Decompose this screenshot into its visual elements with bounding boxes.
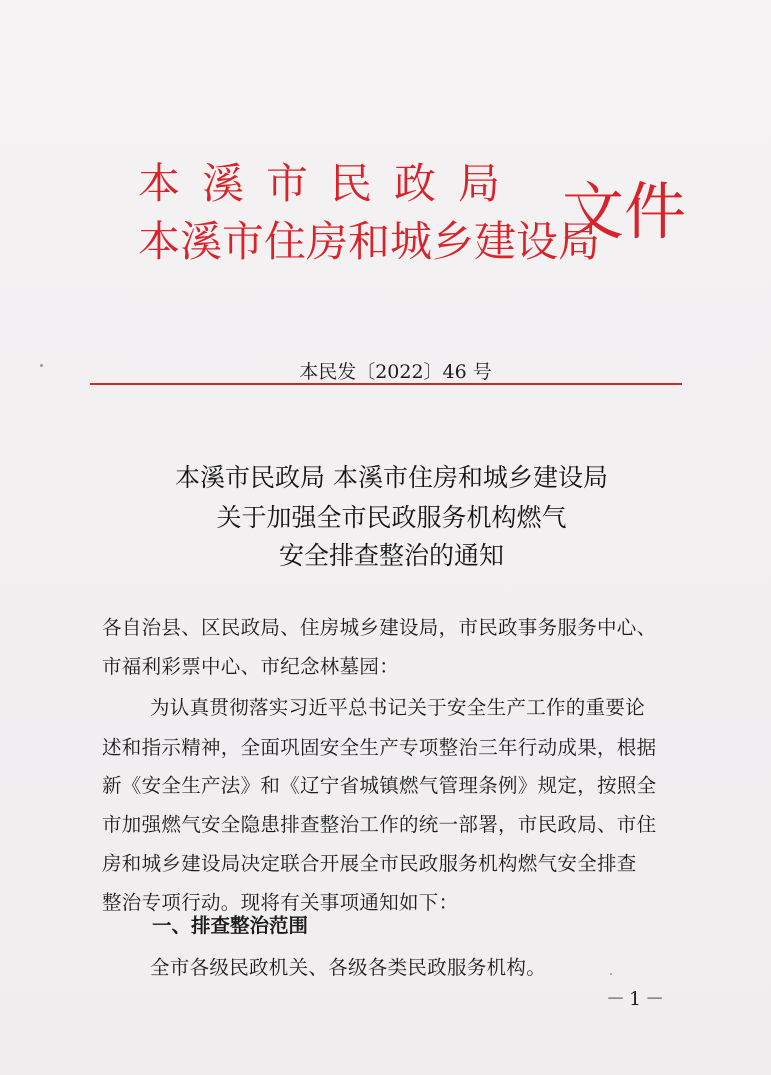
document-title-line-2: 关于加强全市民政服务机构燃气	[216, 503, 567, 532]
issuer-name-1: 本溪市民政局	[138, 159, 523, 208]
intro-line-4: 市加强燃气安全隐患排查整治工作的统一部署，市民政局、市住	[102, 813, 657, 836]
issuer-name-2: 本溪市住房和城乡建设局	[138, 217, 601, 266]
intro-line-3: 新《安全生产法》和《辽宁省城镇燃气管理条例》规定，按照全	[102, 774, 657, 797]
red-separator-line	[90, 383, 682, 385]
intro-line-1: 为认真贯彻落实习近平总书记关于安全生产工作的重要论	[150, 696, 646, 719]
intro-line-6: 整治专项行动。现将有关事项通知如下：	[102, 891, 459, 914]
intro-line-5: 房和城乡建设局决定联合开展全市民政服务机构燃气安全排查	[102, 852, 637, 875]
intro-line-2: 述和指示精神，全面巩固安全生产专项整治三年行动成果，根据	[102, 736, 657, 759]
scan-speck	[610, 973, 612, 975]
document-number: 本民发〔2022〕46 号	[299, 361, 492, 383]
section-heading-1: 一、排查整治范围	[152, 914, 309, 937]
recipients-line-2: 市福利彩票中心、市纪念林墓园：	[102, 655, 400, 678]
page-number: －1－	[606, 988, 669, 1010]
recipients-line-1: 各自治县、区民政局、住房城乡建设局，市民政事务服务中心、	[102, 616, 657, 639]
section-1-text: 全市各级民政机关、各级各类民政服务机构。	[150, 956, 547, 979]
document-title-line-1: 本溪市民政局 本溪市住房和城乡建设局	[175, 463, 608, 492]
document-title-line-3: 安全排查整治的通知	[278, 541, 504, 570]
document-type-label: 文件	[562, 175, 687, 248]
